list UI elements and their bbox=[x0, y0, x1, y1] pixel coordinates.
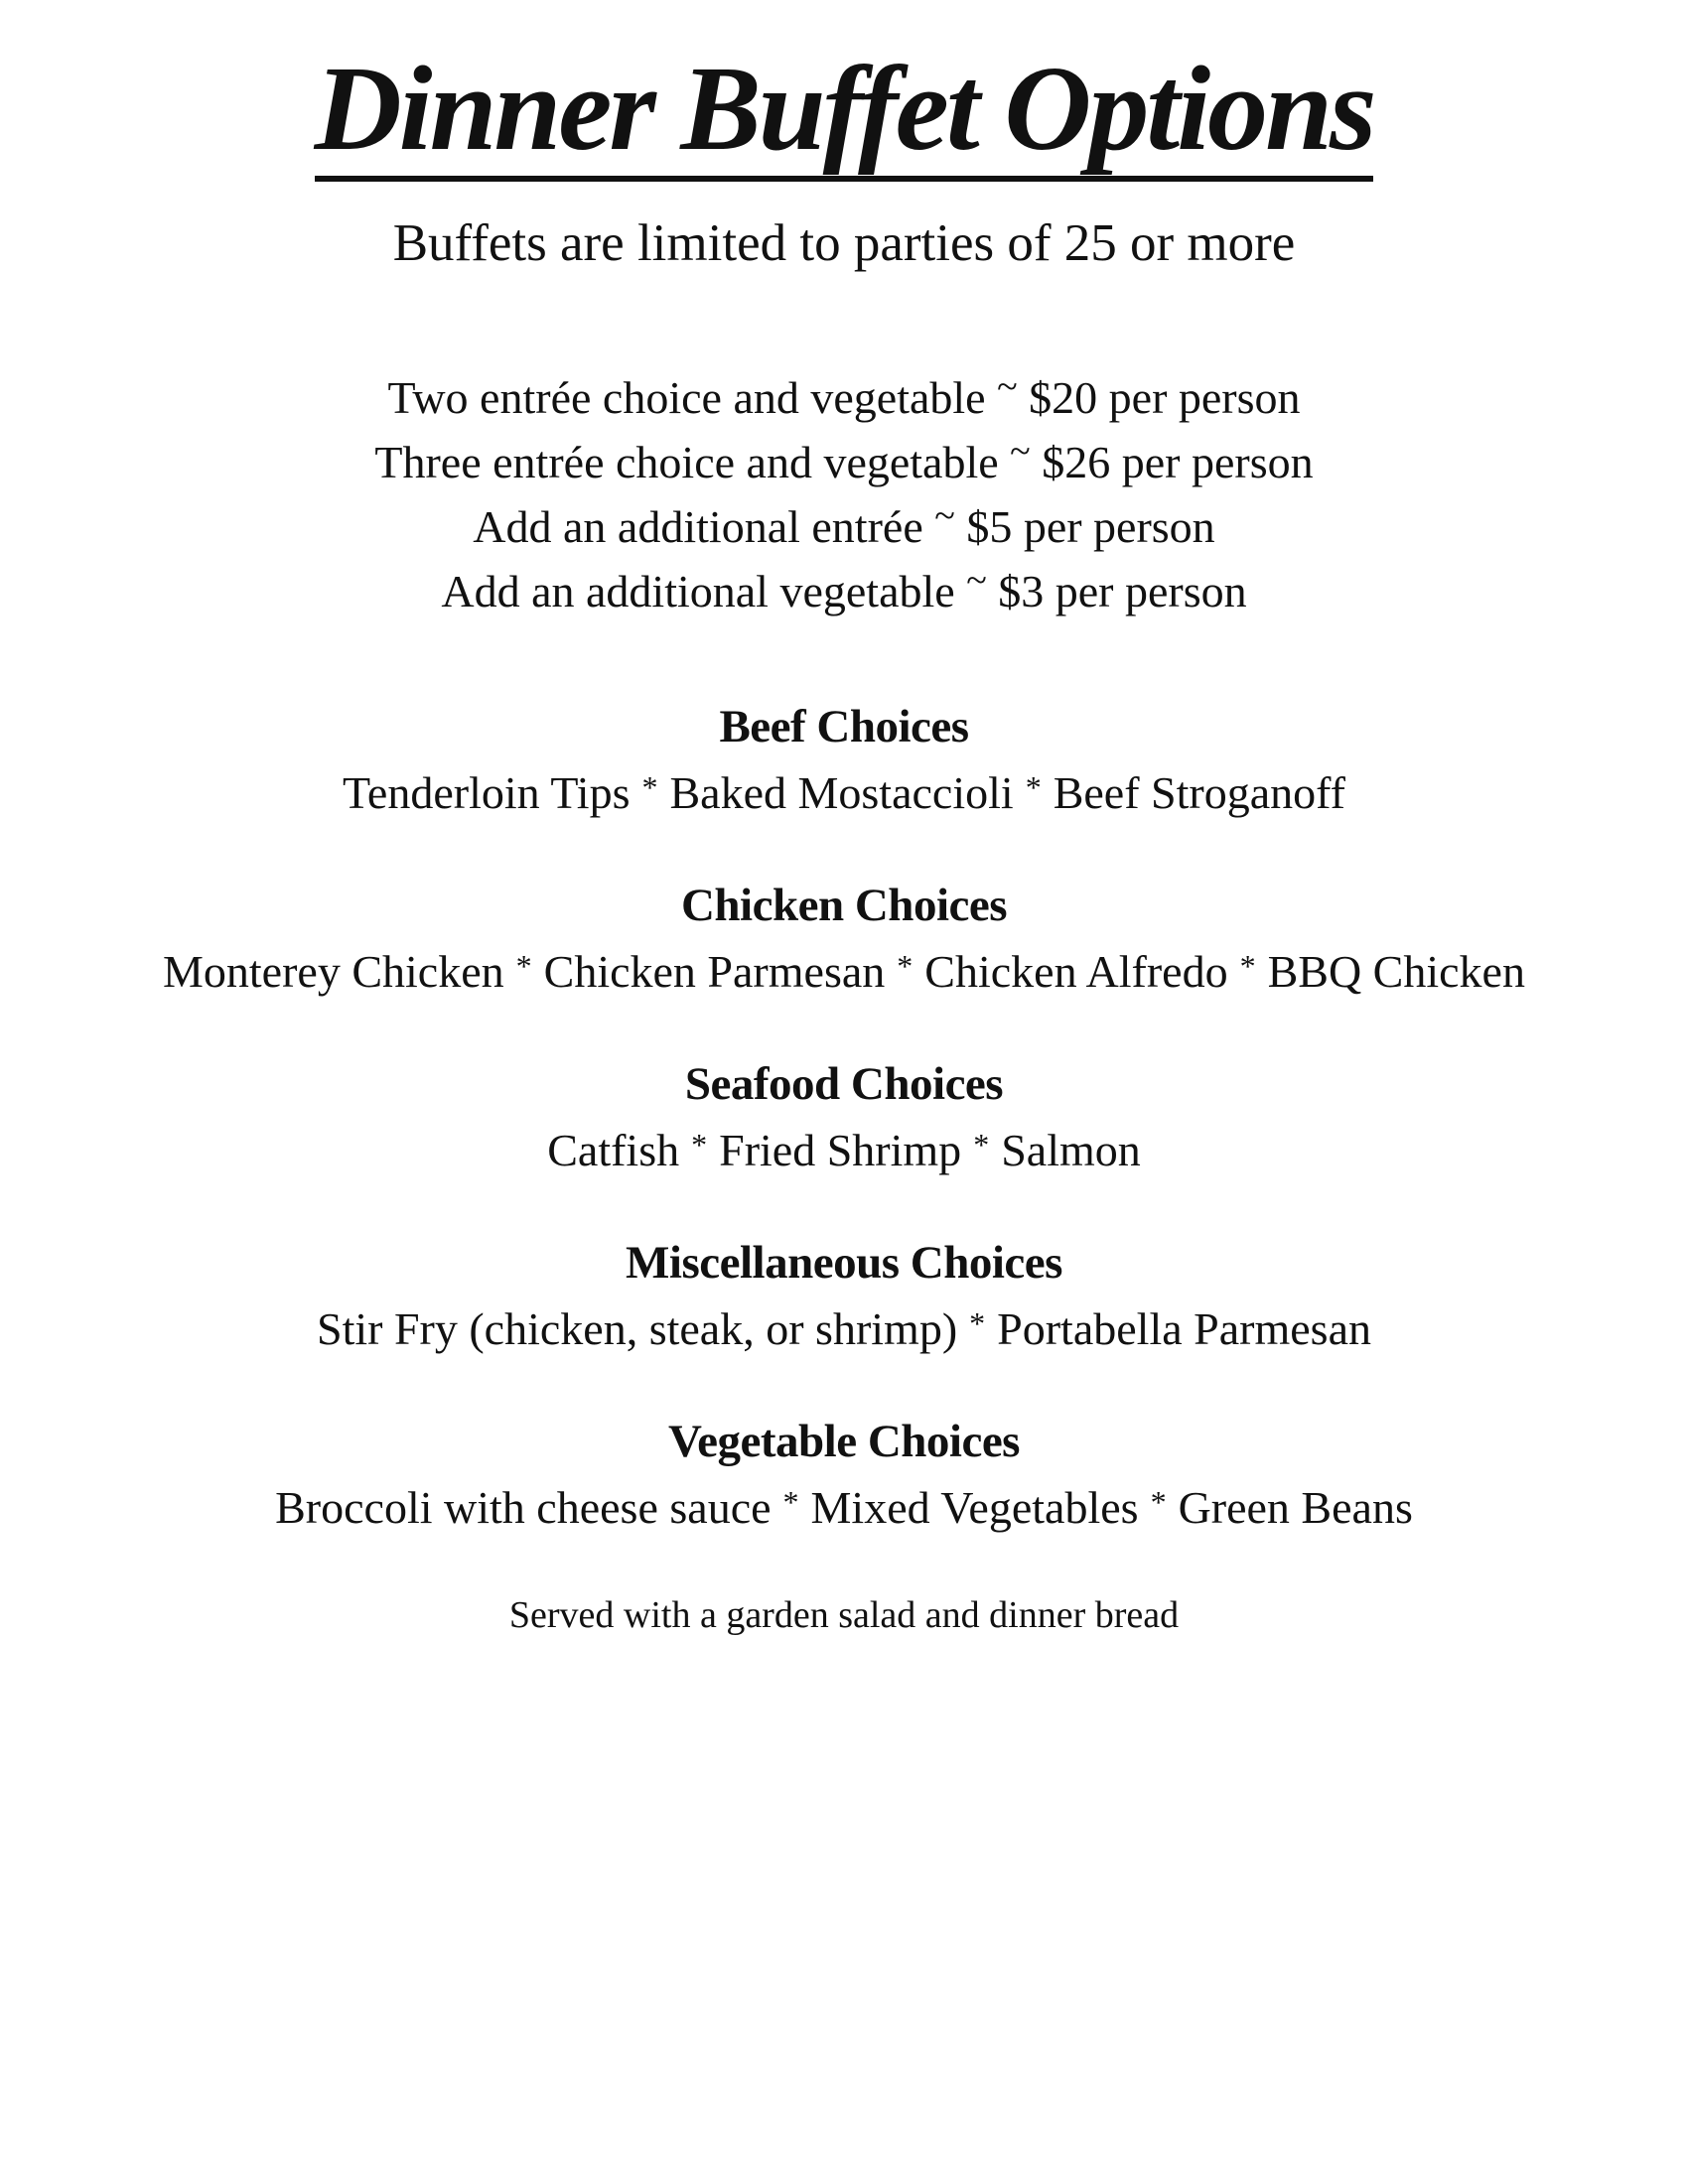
menu-item: Chicken Alfredo bbox=[924, 946, 1228, 997]
menu-item: Fried Shrimp bbox=[719, 1125, 962, 1175]
section-items bbox=[0, 1298, 1688, 1364]
vegetable-section bbox=[0, 1412, 1688, 1543]
section-heading: Chicken Choices bbox=[680, 880, 1008, 931]
beef-section bbox=[0, 697, 1688, 828]
menu-item: BBQ Chicken bbox=[1267, 946, 1525, 997]
asterisk-separator: * bbox=[515, 948, 532, 984]
price-amount: $20 per person bbox=[1029, 372, 1301, 423]
asterisk-separator: * bbox=[782, 1484, 799, 1520]
asterisk-separator: * bbox=[1025, 769, 1042, 805]
tilde-separator: ~ bbox=[1010, 431, 1031, 473]
section-heading: Miscellaneous Choices bbox=[626, 1237, 1062, 1289]
tilde-separator: ~ bbox=[997, 366, 1018, 408]
section-items bbox=[0, 1120, 1688, 1185]
tilde-separator: ~ bbox=[966, 560, 987, 602]
party-size-note: Buffets are limited to parties of 25 or more bbox=[392, 214, 1296, 272]
section-heading: Vegetable Choices bbox=[668, 1416, 1020, 1467]
price-option-text: Add an additional vegetable bbox=[441, 566, 955, 616]
page-title bbox=[0, 42, 1688, 182]
menu-item: Tenderloin Tips bbox=[343, 767, 631, 818]
seafood-section bbox=[0, 1054, 1688, 1185]
price-line bbox=[0, 559, 1688, 623]
menu-item: Chicken Parmesan bbox=[543, 946, 886, 997]
menu-item: Green Beans bbox=[1178, 1482, 1413, 1533]
menu-item: Stir Fry (chicken, steak, or shrimp) bbox=[317, 1303, 958, 1354]
asterisk-separator: * bbox=[641, 769, 658, 805]
section-items bbox=[0, 941, 1688, 1007]
asterisk-separator: * bbox=[897, 948, 914, 984]
menu-item: Catfish bbox=[547, 1125, 680, 1175]
price-amount: $5 per person bbox=[966, 501, 1215, 552]
pricing-list bbox=[0, 365, 1688, 623]
page-title-text: Dinner Buffet Options bbox=[315, 45, 1374, 182]
section-heading: Seafood Choices bbox=[684, 1058, 1004, 1110]
price-amount: $3 per person bbox=[998, 566, 1247, 616]
asterisk-separator: * bbox=[691, 1127, 708, 1162]
asterisk-separator: * bbox=[969, 1305, 986, 1341]
menu-item: Monterey Chicken bbox=[163, 946, 504, 997]
asterisk-separator: * bbox=[1239, 948, 1256, 984]
price-line bbox=[0, 430, 1688, 494]
section-items bbox=[0, 1477, 1688, 1543]
asterisk-separator: * bbox=[973, 1127, 990, 1162]
menu-item: Broccoli with cheese sauce bbox=[275, 1482, 772, 1533]
menu-item: Portabella Parmesan bbox=[997, 1303, 1371, 1354]
asterisk-separator: * bbox=[1150, 1484, 1167, 1520]
menu-item: Baked Mostaccioli bbox=[669, 767, 1014, 818]
price-line bbox=[0, 365, 1688, 430]
menu-item: Salmon bbox=[1001, 1125, 1141, 1175]
price-amount: $26 per person bbox=[1042, 437, 1314, 487]
price-line bbox=[0, 494, 1688, 559]
miscellaneous-section bbox=[0, 1233, 1688, 1364]
menu-item: Beef Stroganoff bbox=[1053, 767, 1345, 818]
price-option-text: Add an additional entrée bbox=[473, 501, 923, 552]
price-option-text: Three entrée choice and vegetable bbox=[374, 437, 999, 487]
section-heading: Beef Choices bbox=[719, 701, 969, 752]
served-with-note: Served with a garden salad and dinner bread bbox=[508, 1594, 1180, 1636]
section-items bbox=[0, 762, 1688, 828]
tilde-separator: ~ bbox=[934, 495, 955, 537]
menu-item: Mixed Vegetables bbox=[810, 1482, 1139, 1533]
price-option-text: Two entrée choice and vegetable bbox=[387, 372, 986, 423]
chicken-section bbox=[0, 876, 1688, 1007]
